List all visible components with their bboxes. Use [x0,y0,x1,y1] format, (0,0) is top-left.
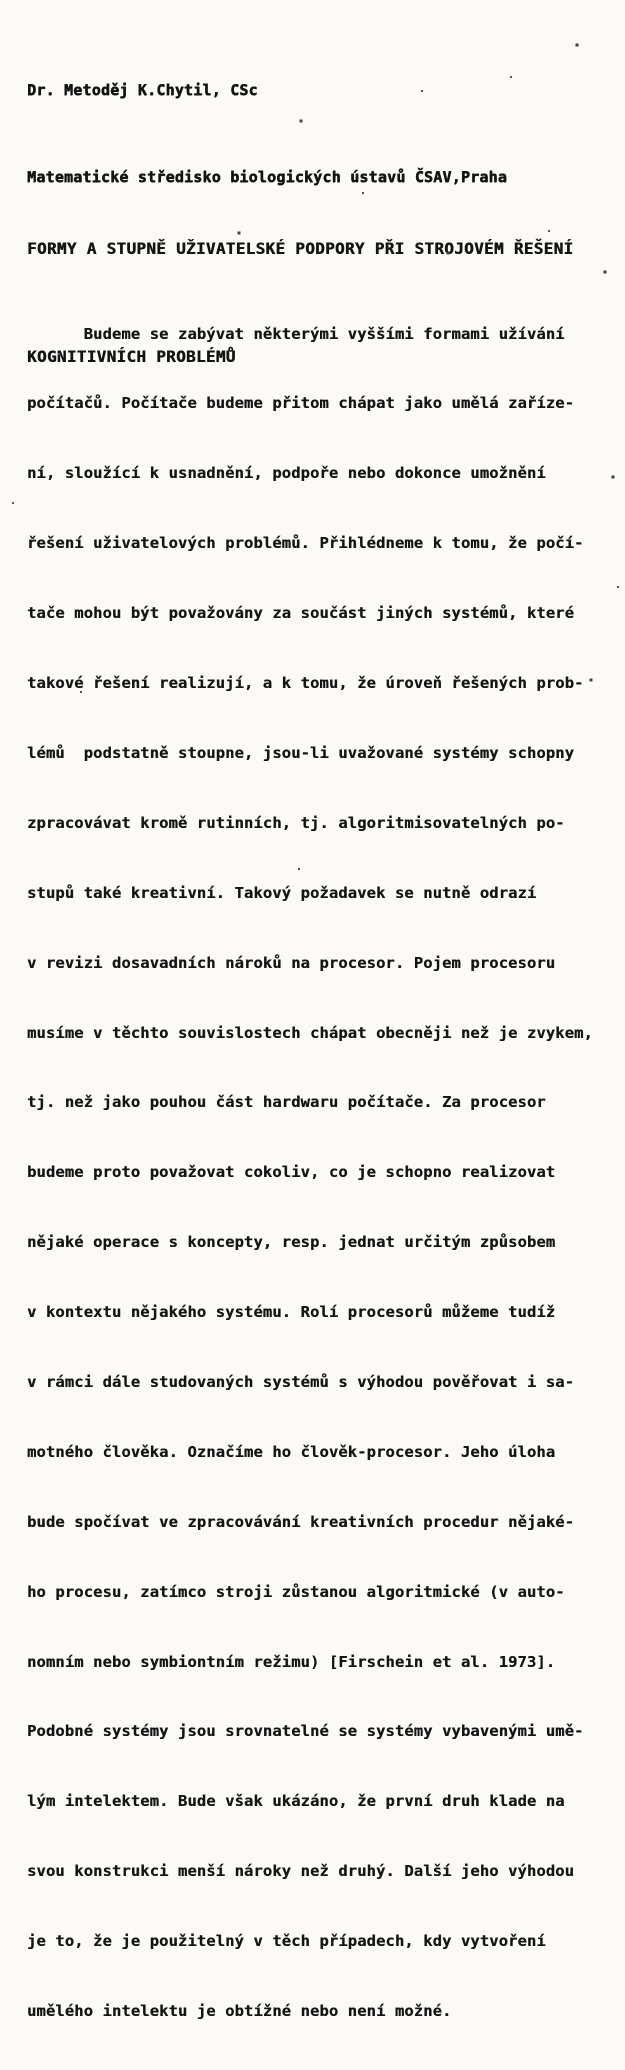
body-line: lémů podstatně stoupne, jsou-li uvažované systémy schopny [27,743,575,762]
body-line: je to, že je použitelný v těch případech, kdy vytvoření [27,1932,546,1951]
title-line-1: FORMY A STUPNĚ UŽIVATELSKÉ PODPORY PŘI STROJOVÉM ŘEŠENÍ [27,239,574,258]
body-line: tj. než jako pouhou část hardwaru počítače. Za procesor [27,1093,546,1112]
body-line: v kontextu nějakého systému. Rolí procesorů můžeme tudíž [27,1303,556,1322]
body-line: tače mohou být považovány za součást jiných systémů, které [27,604,575,623]
author-line: Dr. Metoděj K.Chytil, CSc [27,81,258,99]
body-line: budeme proto považovat cokoliv, co je schopno realizovat [27,1163,556,1182]
scan-noise-speckles [0,0,2,2]
title-line-2: KOGNITIVNÍCH PROBLÉMŮ [27,347,236,366]
body-line: bude spočívat ve zpracovávání kreativních procedur nějaké- [27,1512,575,1531]
body-line: v revizi dosavadních nároků na procesor. Pojem procesoru [27,953,556,972]
affiliation-line: Matematické středisko biologických ústavů ČSAV,Praha [27,168,507,186]
body-line: nomním nebo symbiontním režimu) [Firschein et al. 1973]. [27,1652,556,1671]
body-line: v rámci dále studovaných systémů s výhodou pověřovat i sa- [27,1372,575,1391]
body-line: stupů také kreativní. Takový požadavek se nutně odrazí [27,883,537,902]
body-line: lým intelektem. Bude však ukázáno, že první druh klade na [27,1792,565,1811]
body-line: Budeme se zabývat některými vyššími formami užívání [27,324,565,343]
body-line: Podobné systémy jsou srovnatelné se systémy vybavenými umě- [27,1722,584,1741]
body-paragraph [27,276,593,2070]
body-line: ní, sloužící k usnadnění, podpoře nebo dokonce umožnění [27,464,546,483]
body-line: ho procesu, zatímco stroji zůstanou algoritmické (v auto- [27,1582,565,1601]
body-line: zpracovávat kromě rutinních, tj. algoritmisovatelných po- [27,813,565,832]
body-line: řešení uživatelových problémů. Přihlédneme k tomu, že počí- [27,534,584,553]
body-line: musíme v těchto souvislostech chápat obecněji než je zvykem, [27,1023,593,1042]
body-line: svou konstrukci menší nároky než druhý. Další jeho výhodou [27,1862,575,1881]
body-line: počítačů. Počítače budeme přitom chápat jako umělá zaříze- [27,394,575,413]
body-line: takové řešení realizují, a k tomu, že úroveň řešených prob- [27,674,584,693]
body-line: umělého intelektu je obtížné nebo není možné. [27,2001,452,2020]
body-line: motného člověka. Označíme ho člověk-procesor. Jeho úloha [27,1442,556,1461]
body-line: nějaké operace s koncepty, resp. jednat určitým způsobem [27,1233,556,1252]
